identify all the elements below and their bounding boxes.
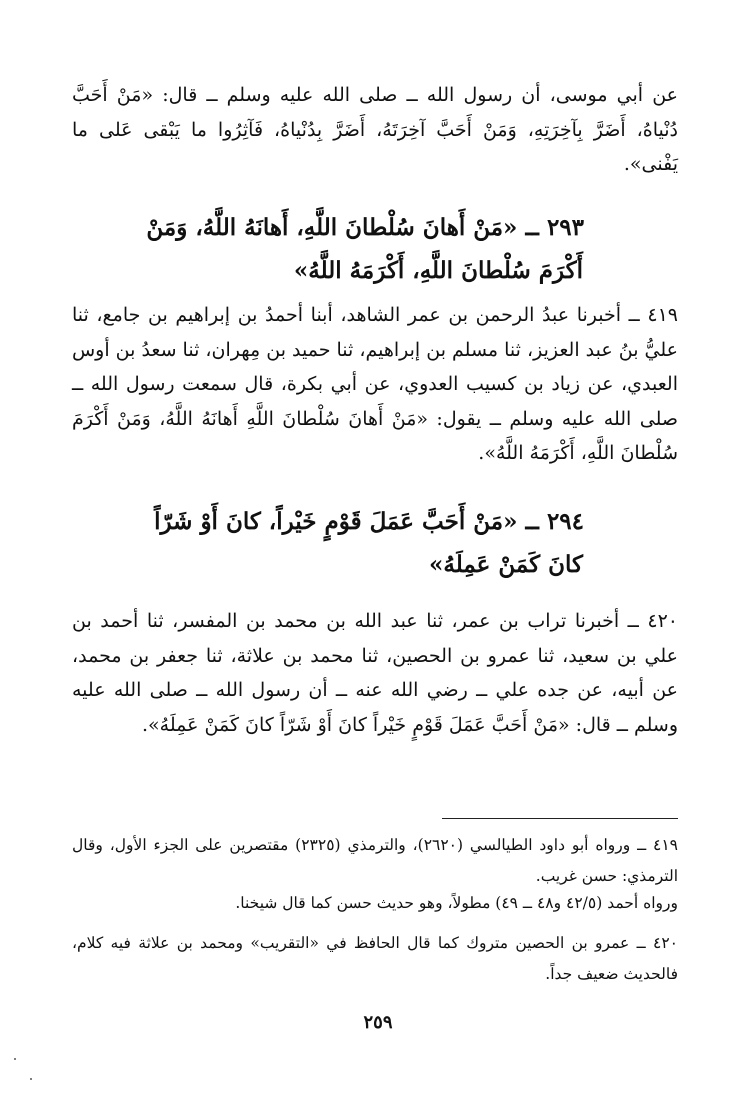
heading-293-line-1: ٢٩٣ ــ «مَنْ أَهانَ سُلْطانَ اللَّهِ، أَهانَهُ اللَّهُ، وَمَنْ	[146, 214, 584, 241]
heading-hadith-293	[72, 206, 678, 292]
footnote-419-continued: ورواه أحمد (٤٢/٥ و٤٨ ــ ٤٩) مطولاً، وهو حديث حسن كما قال شيخنا.	[235, 894, 678, 912]
heading-293-line-2: أَكْرَمَ سُلْطانَ اللَّهِ، أَكْرَمَهُ اللَّهُ»	[293, 257, 583, 284]
scan-speck	[14, 1058, 16, 1060]
footnote-divider	[442, 818, 678, 819]
paragraph-419: ٤١٩ ــ أخبرنا عبدُ الرحمن بن عمر الشاهد، أبنا أحمدُ بن إبراهيم بن جامع، ثنا عليُّ بنُ عبد العزيز، ثنا مسلم بن إبراهيم، ثنا حميد بن مِهران، ثنا سعدُ بن أوس العبدي، عن زياد بن كسيب العدوي، عن أبي بكرة، قال سمعت رسول الله ــ صلى الله عليه وسلم ــ يقول: «مَنْ أَهانَ سُلْطانَ اللَّهِ أَهانَهُ اللَّهُ، وَمَنْ أَكْرَمَ سُلْطانَ اللَّهِ، أَكْرَمَهُ اللَّهُ».	[71, 304, 678, 464]
paragraph-420: ٤٢٠ ــ أخبرنا تراب بن عمر، ثنا عبد الله بن محمد بن المفسر، ثنا أحمد بن علي بن سعيد، ثنا عمرو بن الحصين، ثنا محمد بن علاثة، ثنا جعفر بن محمد، عن أبيه، عن جده علي ــ رضي الله عنه ــ أن رسول الله ــ صلى الله عليه وسلم ــ قال: «مَنْ أَحَبَّ عَمَلَ قَوْمٍ خَيْراً كانَ أَوْ شَرّاً كانَ كَمَنْ عَمِلَهُ».	[72, 610, 678, 736]
footnote-419: ٤١٩ ــ ورواه أبو داود الطيالسي (٢٦٢٠)، والترمذي (٢٣٢٥) مقتصرين على الجزء الأول، وقال الترمذي: حسن غريب.	[72, 836, 678, 885]
scan-speck	[30, 1078, 32, 1080]
heading-294-line-1: ٢٩٤ ــ «مَنْ أَحَبَّ عَمَلَ قَوْمٍ خَيْراً، كانَ أَوْ شَرّاً	[154, 508, 584, 535]
heading-294-line-2: كانَ كَمَنْ عَمِلَهُ»	[429, 551, 583, 578]
footnote-420: ٤٢٠ ــ عمرو بن الحصين متروك كما قال الحافظ في «التقريب» ومحمد بن علاثة فيه كلام، فالحديث ضعيف جداً.	[72, 934, 678, 983]
paragraph-intro: عن أبي موسى، أن رسول الله ــ صلى الله عليه وسلم ــ قال: «مَنْ أَحَبَّ دُنْياهُ، أَضَرَّ بِآخِرَتِهِ، وَمَنْ أَحَبَّ آخِرَتَهُ، أَضَرَّ بِدُنْياهُ، فَآثِرُوا ما يَبْقى عَلى ما يَفْنى».	[72, 84, 678, 175]
page-number: ٢٥٩	[363, 1012, 393, 1033]
heading-hadith-294	[72, 500, 678, 586]
